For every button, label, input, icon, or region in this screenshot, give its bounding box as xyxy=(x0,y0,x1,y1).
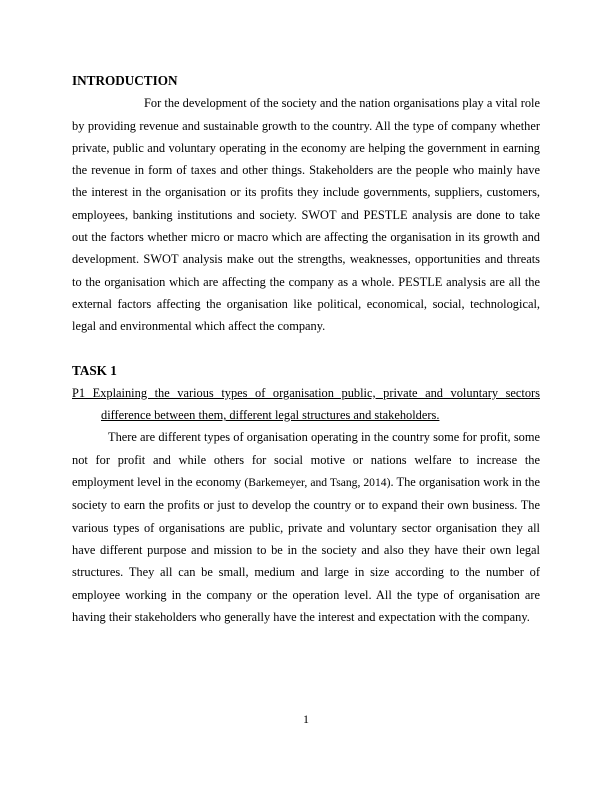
page-number: 1 xyxy=(303,712,309,726)
introduction-heading: INTRODUCTION xyxy=(72,73,178,88)
task1-heading: TASK 1 xyxy=(72,362,117,378)
page-content xyxy=(72,70,540,628)
task1-paragraph xyxy=(72,426,540,628)
task1-paragraph-text-start: There are different types of organisation operating in the country some for profit, some not for profit and while others for social motive or nations welfare to increase the employment level in the economy xyxy=(72,430,540,490)
citation: (Barkemeyer, and Tsang, 2014) xyxy=(244,476,391,490)
task1-paragraph-text-end: . The organisation work in the society to earn the profits or just to develop the country or to expand their own business. The various types of organisations are public, private and voluntary sector organisation they all have different purpose and mission to be in the society and also they have their own legal structures. They all can be small, medium and large in size according to the number of employee working in the company or the operation level. All the type of organisation are having their stakeholders who generally have the interest and expectation with the company. xyxy=(72,475,541,624)
introduction-paragraph: For the development of the society and the nation organisations play a vital role by providing revenue and sustainable growth to the country. All the type of company whether private, public and voluntary operating in the economy are helping the government in earning the revenue in form of taxes and other things. Stakeholders are the people who mainly have the interest in the organisation or its profits they include governments, suppliers, customers, employees, banking institutions and society. SWOT and PESTLE analysis are done to take out the factors whether micro or macro which are affecting the organisation in its growth and development. SWOT analysis make out the strengths, weaknesses, opportunities and threats to the organisation which are affecting the company as a whole. PESTLE analysis are all the external factors affecting the organisation like political, economical, social, technological, legal and environmental which affect the company. xyxy=(72,96,540,334)
task1-subheading: P1 Explaining the various types of organisation public, private and voluntary sectors difference between them, different legal structures and stakeholders. xyxy=(72,385,540,423)
